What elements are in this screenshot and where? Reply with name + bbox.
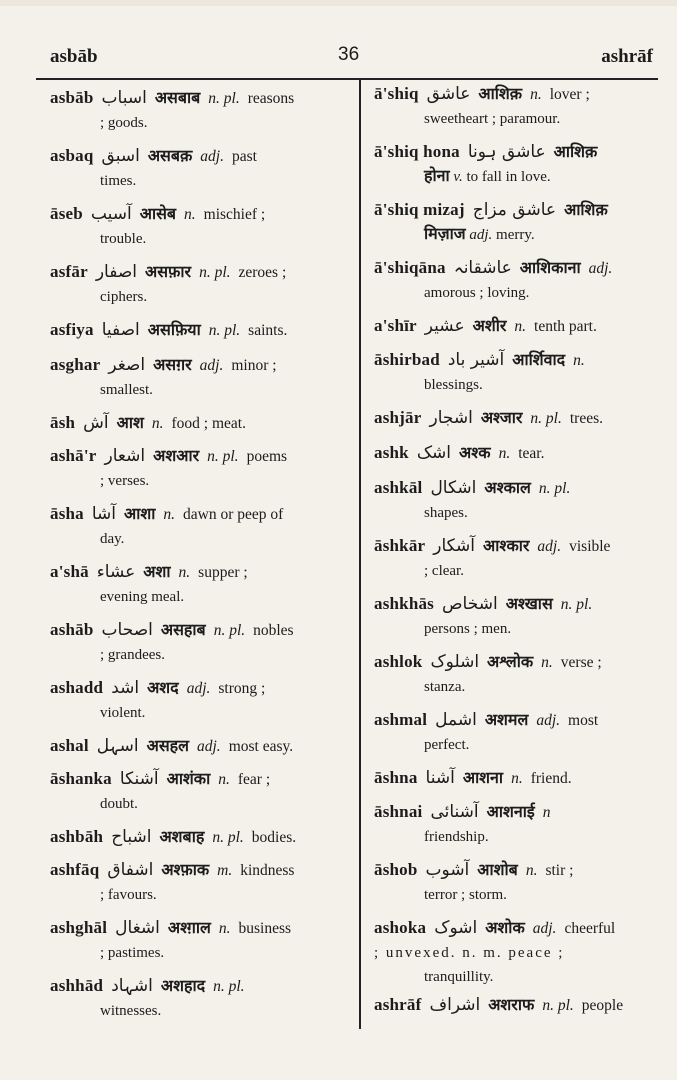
hindi-script: आशिक़ — [553, 142, 598, 161]
hindi-script: अशोक — [485, 918, 525, 937]
headword: ashbāh — [50, 827, 104, 846]
definition-continued: smallest. — [100, 382, 153, 398]
part-of-speech: n. — [218, 771, 230, 788]
definition: poems — [246, 448, 288, 465]
definition-continued: evening meal. — [100, 589, 185, 605]
hindi-script: अश्खास — [505, 594, 553, 613]
urdu-script: اصغر — [108, 355, 146, 375]
definition: fear ; — [237, 771, 271, 788]
part-of-speech: adj. — [186, 680, 211, 697]
headword: ā'shiqāna — [374, 258, 446, 277]
headword: ashk — [374, 443, 409, 462]
hindi-script: अश्जार — [480, 408, 523, 427]
dictionary-entry — [374, 256, 664, 305]
definition: most easy. — [228, 738, 294, 755]
dictionary-entry — [374, 592, 664, 641]
part-of-speech: n. pl. — [199, 264, 231, 281]
part-of-speech: n. pl. — [208, 322, 241, 339]
headword: āshob — [374, 860, 418, 879]
part-of-speech: n. pl. — [560, 596, 593, 613]
dictionary-entry — [50, 318, 346, 343]
definition-continued: terror ; storm. — [424, 887, 507, 903]
urdu-script: اشد — [111, 678, 140, 698]
dictionary-entry — [374, 534, 664, 583]
definition: reasons — [247, 90, 295, 107]
hindi-script: आशनाई — [486, 802, 535, 821]
definition-continued: ; unvexed. n. m. peace ; — [374, 945, 565, 961]
hindi-script: आशिक़ — [478, 84, 523, 103]
dictionary-entry — [374, 858, 664, 907]
part-of-speech: adj. — [588, 260, 613, 277]
urdu-script: عشیر — [424, 316, 465, 336]
dictionary-entry — [374, 766, 664, 791]
part-of-speech: n. — [163, 506, 176, 523]
definition-continued: sweetheart ; paramour. — [424, 111, 561, 127]
hindi-script: असफ़ार — [144, 262, 192, 281]
part-of-speech: n. — [178, 564, 191, 581]
part-of-speech: n. — [498, 445, 511, 462]
definition: dawn or peep of — [183, 506, 284, 523]
hindi-script: अश्काल — [484, 478, 531, 497]
hindi-script: आशिक़ — [564, 200, 608, 219]
hindi-script: असहाब — [160, 620, 206, 639]
urdu-script: اصحاب — [101, 620, 153, 640]
definition-continued: friendship. — [424, 829, 489, 845]
part-of-speech: adj. — [532, 920, 557, 937]
dictionary-entry — [50, 444, 346, 493]
hindi-script-continued: होना — [424, 166, 450, 185]
hindi-script: अश्फ़ाक — [161, 860, 210, 879]
part-of-speech: v. — [453, 169, 463, 185]
dictionary-entry — [50, 767, 346, 816]
dictionary-entry — [50, 618, 346, 667]
definition: mischief ; — [203, 206, 266, 223]
running-header — [0, 44, 677, 74]
headword: āshirbad — [374, 350, 440, 369]
headword: ashmal — [374, 710, 428, 729]
headword: ashal — [50, 736, 89, 755]
definition: lover ; — [549, 86, 590, 103]
definition: zeroes ; — [238, 264, 287, 281]
hindi-script: असग़र — [153, 355, 192, 374]
urdu-script: آشیر باد — [447, 350, 505, 370]
headword: āshkār — [374, 536, 426, 555]
urdu-script: آشنکا — [119, 769, 159, 789]
part-of-speech: n. — [514, 318, 527, 335]
dictionary-entry — [374, 476, 664, 525]
dictionary-entry — [50, 202, 346, 251]
dictionary-entry — [50, 560, 346, 609]
definition-continued: witnesses. — [100, 1003, 162, 1019]
dictionary-entry — [374, 198, 664, 247]
definition-continued: ; clear. — [424, 563, 464, 579]
hindi-script: आश — [116, 413, 144, 432]
definition: visible — [569, 538, 611, 555]
definition-continued: ; grandees. — [100, 647, 165, 663]
definition: supper ; — [198, 564, 248, 581]
hindi-script: अशमल — [484, 710, 529, 729]
definition: nobles — [253, 622, 294, 639]
definition: stir ; — [545, 862, 574, 879]
urdu-script: اشک — [416, 443, 452, 463]
definition: verse ; — [560, 654, 602, 671]
urdu-script: عشاء — [96, 562, 136, 582]
dictionary-entry — [374, 993, 664, 1018]
definition: food ; meat. — [171, 415, 246, 432]
definition: to fall in love. — [466, 169, 551, 185]
headword: āsh — [50, 413, 76, 432]
urdu-script: اشفاق — [107, 860, 154, 880]
guide-word-left: asbāb — [50, 46, 98, 67]
page-top-edge — [0, 0, 677, 6]
part-of-speech: n. — [541, 654, 553, 671]
dictionary-entry — [50, 974, 346, 1023]
dictionary-entry — [50, 858, 346, 907]
definition-continued: ; goods. — [100, 115, 148, 131]
urdu-script: اشہاد — [111, 976, 153, 996]
part-of-speech: adj. — [536, 712, 561, 729]
part-of-speech: n. pl. — [207, 448, 239, 465]
definition: tear. — [518, 445, 545, 462]
headword: ashfāq — [50, 860, 100, 879]
headword: ashā'r — [50, 446, 97, 465]
hindi-script: अशीर — [472, 316, 507, 335]
urdu-script: اشوک — [434, 918, 478, 938]
part-of-speech: n. pl. — [213, 978, 245, 995]
definition: saints. — [248, 322, 288, 339]
headword: asfār — [50, 262, 88, 281]
hindi-script: अशबाह — [159, 827, 205, 846]
part-of-speech: n. pl. — [208, 90, 240, 107]
part-of-speech: n. — [184, 206, 196, 223]
part-of-speech: adj. — [469, 227, 493, 243]
dictionary-entry — [50, 734, 346, 759]
definition-continued: ; pastimes. — [100, 945, 165, 961]
headword: ashhād — [50, 976, 104, 995]
part-of-speech: n. pl. — [212, 829, 244, 846]
hindi-script: आशोब — [477, 860, 518, 879]
hindi-script: अशहाद — [160, 976, 206, 995]
definition-continued: perfect. — [424, 737, 470, 753]
part-of-speech: n. — [525, 862, 538, 879]
part-of-speech: n. — [151, 415, 164, 432]
definition: business — [238, 920, 292, 937]
urdu-script: اصفیا — [101, 320, 140, 340]
column-divider — [359, 79, 361, 1029]
urdu-script: اشعار — [104, 446, 146, 466]
dictionary-entry — [374, 314, 664, 339]
headword: ashkhās — [374, 594, 434, 613]
definition: friend. — [530, 770, 572, 787]
dictionary-entry — [374, 348, 664, 397]
headword: ashoka — [374, 918, 427, 937]
guide-word-right: ashrāf — [601, 46, 653, 67]
headword: ā'shiq mizaj — [374, 200, 465, 219]
headword: ashkāl — [374, 478, 423, 497]
dictionary-entry — [374, 916, 664, 989]
definition: most — [568, 712, 599, 729]
hindi-script: आसेब — [139, 204, 177, 223]
hindi-script: आर्शिवाद — [512, 350, 566, 369]
dictionary-entry — [374, 140, 664, 189]
definition: strong ; — [218, 680, 266, 697]
hindi-script-continued: मिज़ाज — [424, 224, 466, 243]
definition: trees. — [569, 410, 603, 427]
headword: ashghāl — [50, 918, 108, 937]
headword: āshanka — [50, 769, 112, 788]
part-of-speech: n — [542, 804, 551, 821]
urdu-script: اشجار — [429, 408, 473, 428]
urdu-script: اشکال — [430, 478, 477, 498]
hindi-script: आश्कार — [483, 536, 530, 555]
hindi-script: अश्लोक — [487, 652, 534, 671]
headword: ashadd — [50, 678, 104, 697]
part-of-speech: n. — [573, 352, 585, 369]
dictionary-entry — [374, 406, 664, 431]
urdu-script: اصفار — [95, 262, 137, 282]
hindi-script: अशआर — [153, 446, 200, 465]
dictionary-entry — [50, 825, 346, 850]
part-of-speech: n. pl. — [538, 480, 571, 497]
definition-continued: times. — [100, 173, 137, 189]
dictionary-entry — [374, 650, 664, 699]
definition: merry. — [496, 227, 535, 243]
urdu-script: اشمل — [435, 710, 477, 730]
definition: tenth part. — [534, 318, 597, 335]
urdu-script: اسبق — [101, 146, 140, 166]
definition-continued: violent. — [100, 705, 146, 721]
part-of-speech: adj. — [537, 538, 562, 555]
headword: ashlok — [374, 652, 423, 671]
dictionary-entry — [50, 502, 346, 551]
hindi-script: आशा — [124, 504, 156, 523]
dictionary-entry — [374, 800, 664, 849]
part-of-speech: adj. — [200, 148, 224, 165]
definition-continued: ; favours. — [100, 887, 157, 903]
definition: bodies. — [251, 829, 297, 846]
headword: a'shīr — [374, 316, 417, 335]
definition: minor ; — [231, 357, 277, 374]
headword: ashāb — [50, 620, 94, 639]
headword: ashrāf — [374, 995, 422, 1014]
hindi-script: अश्ग़ाल — [167, 918, 211, 937]
urdu-script: اشلوک — [430, 652, 480, 672]
headword: āshnai — [374, 802, 423, 821]
dictionary-entry — [50, 260, 346, 309]
urdu-script: آشکار — [433, 536, 476, 556]
headword: asbāb — [50, 88, 94, 107]
dictionary-entry — [374, 441, 664, 466]
hindi-script: असहल — [146, 736, 189, 755]
hindi-script: आशिकाना — [519, 258, 581, 277]
part-of-speech: n. pl. — [530, 410, 562, 427]
part-of-speech: n. pl. — [213, 622, 246, 639]
headword: ashjār — [374, 408, 422, 427]
urdu-script: آشنا — [425, 768, 455, 788]
headword: a'shā — [50, 562, 89, 581]
urdu-script: اشباح — [111, 827, 152, 847]
urdu-script: اشغال — [115, 918, 160, 938]
hindi-script: असबाब — [154, 88, 201, 107]
definition: people — [581, 997, 624, 1014]
urdu-script: اشراف — [429, 995, 481, 1015]
dictionary-entry — [374, 82, 664, 131]
hindi-script: असबक़ — [147, 146, 193, 165]
definition: cheerful — [564, 920, 616, 937]
part-of-speech: n. — [511, 770, 523, 787]
definition-continued: stanza. — [424, 679, 466, 695]
urdu-script: آشوب — [425, 860, 470, 880]
headword: asbaq — [50, 146, 94, 165]
part-of-speech: n. — [218, 920, 231, 937]
part-of-speech: adj. — [197, 738, 221, 755]
urdu-script: عاشق — [426, 84, 471, 104]
definition-continued: day. — [100, 531, 125, 547]
hindi-script: अशद — [147, 678, 179, 697]
urdu-script: عاشق مزاج — [472, 200, 557, 220]
urdu-script: عاشق ہونا — [467, 142, 546, 162]
definition: kindness — [240, 862, 295, 879]
headword: ā'shiq hona — [374, 142, 460, 161]
urdu-script: عاشقانہ — [453, 258, 512, 278]
definition: past — [231, 148, 257, 165]
header-rule — [36, 78, 658, 80]
hindi-script: अशा — [143, 562, 171, 581]
part-of-speech: n. pl. — [542, 997, 574, 1014]
dictionary-entry — [50, 353, 346, 402]
dictionary-entry — [50, 86, 346, 135]
urdu-script: اشخاص — [442, 594, 498, 614]
part-of-speech: adj. — [199, 357, 224, 374]
definition-continued: shapes. — [424, 505, 468, 521]
definition-continued: tranquillity. — [424, 969, 494, 985]
headword: āseb — [50, 204, 83, 223]
definition-continued: ciphers. — [100, 289, 148, 305]
dictionary-entry — [50, 916, 346, 965]
urdu-script: اسباب — [101, 88, 147, 108]
headword: āshna — [374, 768, 418, 787]
dictionary-entry — [50, 144, 346, 193]
part-of-speech: n. — [530, 86, 542, 103]
hindi-script: आशंका — [166, 769, 211, 788]
urdu-script: آشنائی — [430, 802, 479, 822]
definition-continued: ; verses. — [100, 473, 150, 489]
hindi-script: आशना — [462, 768, 504, 787]
part-of-speech: m. — [217, 862, 233, 879]
headword: āsha — [50, 504, 84, 523]
hindi-script: असफ़िया — [147, 320, 201, 339]
headword: ā'shiq — [374, 84, 419, 103]
urdu-script: اسہل — [96, 736, 139, 756]
page-number: 36 — [338, 44, 360, 65]
dictionary-entry — [50, 676, 346, 725]
dictionary-entry — [50, 411, 346, 436]
definition-continued: trouble. — [100, 231, 147, 247]
definition-continued: amorous ; loving. — [424, 285, 530, 301]
dictionary-entry — [374, 708, 664, 757]
definition-continued: blessings. — [424, 377, 483, 393]
urdu-script: آسیب — [90, 204, 132, 224]
definition-continued: doubt. — [100, 796, 138, 812]
headword: asfiya — [50, 320, 94, 339]
headword: asghar — [50, 355, 101, 374]
hindi-script: अशराफ — [488, 995, 535, 1014]
urdu-script: آش — [83, 413, 109, 433]
hindi-script: अश्क — [459, 443, 491, 462]
definition-continued: persons ; men. — [424, 621, 512, 637]
urdu-script: آشا — [91, 504, 117, 524]
